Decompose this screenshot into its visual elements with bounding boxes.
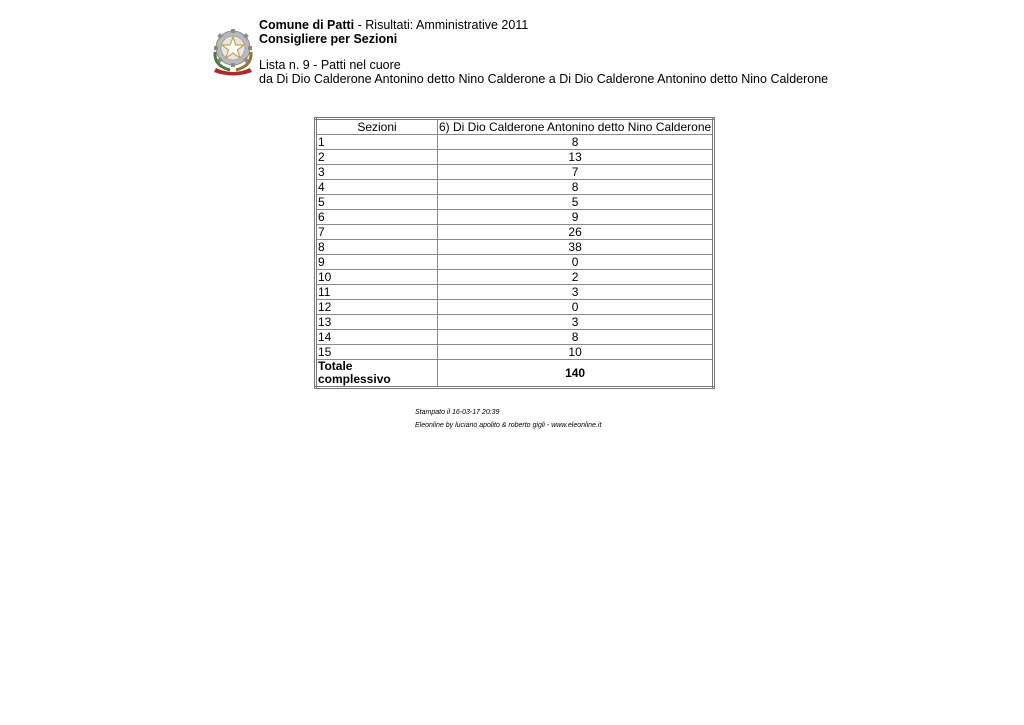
range-line: da Di Dio Calderone Antonino detto Nino Calderone a Di Dio Calderone Antonino detto Nino Calderone [259,72,829,86]
table-header-row [316,119,714,135]
voti-cell: 10 [438,345,714,360]
total-label-line2: complessivo [318,372,391,386]
voti-cell: 8 [438,180,714,195]
table-row [316,210,714,225]
comune-name: Comune di Patti [259,18,355,32]
sezione-cell: 11 [316,285,438,300]
table-row [316,345,714,360]
table-row [316,180,714,195]
subtitle: Consigliere per Sezioni [259,32,398,46]
voti-cell: 9 [438,210,714,225]
title-separator: - [354,18,366,32]
table-row [316,270,714,285]
subtitle-line [259,32,828,46]
footer [415,406,601,432]
total-label [316,360,438,388]
voti-cell: 13 [438,150,714,165]
column-header-sezioni: Sezioni [316,119,438,135]
voti-cell: 0 [438,255,714,270]
document-header [259,18,828,86]
sezione-cell: 3 [316,165,438,180]
table-row [316,225,714,240]
sezione-cell: 6 [316,210,438,225]
voti-cell: 7 [438,165,714,180]
sezione-cell: 5 [316,195,438,210]
sezione-cell: 9 [316,255,438,270]
voti-cell: 8 [438,330,714,345]
voti-cell: 2 [438,270,714,285]
sezione-cell: 10 [316,270,438,285]
table-row [316,195,714,210]
credits: Eleonline by luciano apolito & roberto gigli - www.eleonline.it [415,422,602,429]
voti-cell: 26 [438,225,714,240]
table-row [316,300,714,315]
voti-cell: 0 [438,300,714,315]
table-row [316,285,714,300]
italian-republic-emblem-icon [210,26,256,76]
table-row [316,135,714,150]
table-row [316,240,714,255]
sezione-cell: 13 [316,315,438,330]
voti-cell: 8 [438,135,714,150]
title-rest: Risultati: Amministrative 2011 [365,18,529,32]
sezione-cell: 14 [316,330,438,345]
sezione-cell: 2 [316,150,438,165]
total-row [316,360,714,388]
voti-cell: 5 [438,195,714,210]
lista-line: Lista n. 9 - Patti nel cuore [259,58,401,72]
sezione-cell: 7 [316,225,438,240]
sezione-cell: 8 [316,240,438,255]
table-row [316,255,714,270]
voti-cell: 3 [438,285,714,300]
voti-cell: 3 [438,315,714,330]
total-value: 140 [438,360,714,388]
title-line [259,18,828,32]
table-row [316,165,714,180]
sezione-cell: 4 [316,180,438,195]
sezione-cell: 15 [316,345,438,360]
sezione-cell: 12 [316,300,438,315]
table-row [316,330,714,345]
table-row [316,315,714,330]
total-label-line1: Totale [318,359,353,373]
column-header-candidate: 6) Di Dio Calderone Antonino detto Nino Calderone [438,119,714,135]
results-table [314,117,715,389]
table-row [316,150,714,165]
sezione-cell: 1 [316,135,438,150]
voti-cell: 38 [438,240,714,255]
printed-timestamp: Stampato il 16-03-17 20:39 [415,409,500,416]
